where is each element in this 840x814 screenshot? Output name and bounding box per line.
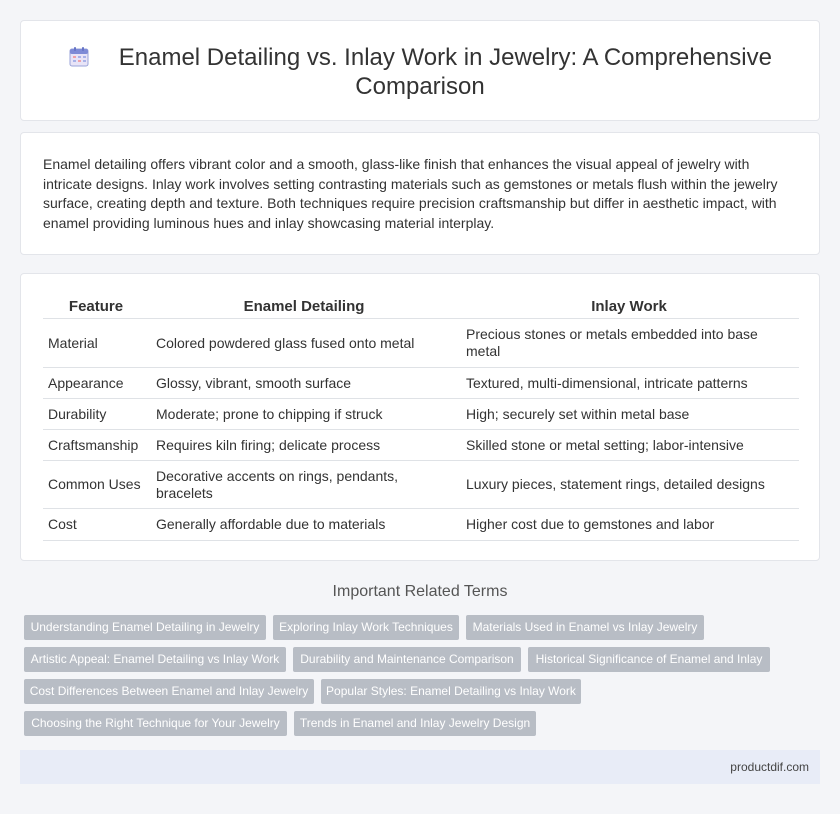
cell-inlay: Precious stones or metals embedded into base metal <box>459 319 799 368</box>
comparison-table <box>43 294 799 541</box>
cell-enamel: Requires kiln firing; delicate process <box>149 430 459 461</box>
table-row <box>43 461 799 509</box>
related-tag[interactable]: Materials Used in Enamel vs Inlay Jewelry <box>466 615 704 640</box>
related-tag[interactable]: Trends in Enamel and Inlay Jewelry Design <box>294 711 536 736</box>
cell-feature: Craftsmanship <box>43 430 149 461</box>
table-row <box>43 399 799 430</box>
page-title <box>21 43 819 101</box>
related-tag[interactable]: Historical Significance of Enamel and Inlay <box>528 647 770 672</box>
cell-enamel: Generally affordable due to materials <box>149 509 459 541</box>
header-feature: Feature <box>43 294 149 319</box>
cell-inlay: Skilled stone or metal setting; labor-intensive <box>459 430 799 461</box>
cell-enamel: Glossy, vibrant, smooth surface <box>149 368 459 399</box>
title-line-1: Enamel Detailing vs. Inlay Work in Jewelry: A Comprehensive <box>118 44 772 71</box>
table-header-row <box>43 294 799 319</box>
table-row <box>43 509 799 541</box>
cell-feature: Appearance <box>43 368 149 399</box>
footer-site-link[interactable]: productdif.com <box>730 760 809 774</box>
cell-inlay: Higher cost due to gemstones and labor <box>459 509 799 541</box>
cell-inlay: High; securely set within metal base <box>459 399 799 430</box>
related-tag[interactable]: Durability and Maintenance Comparison <box>293 647 521 672</box>
cell-feature: Material <box>43 319 149 368</box>
cell-feature: Durability <box>43 399 149 430</box>
related-tag[interactable]: Understanding Enamel Detailing in Jewelry <box>24 615 266 640</box>
header-enamel: Enamel Detailing <box>149 294 459 319</box>
header-inlay: Inlay Work <box>459 294 799 319</box>
table-row <box>43 319 799 368</box>
related-terms-heading: Important Related Terms <box>332 583 508 600</box>
calendar-icon <box>68 44 119 71</box>
cell-inlay: Luxury pieces, statement rings, detailed designs <box>459 461 799 509</box>
cell-enamel: Decorative accents on rings, pendants, bracelets <box>149 461 459 509</box>
related-tag[interactable]: Choosing the Right Technique for Your Jewelry <box>24 711 287 736</box>
cell-feature: Common Uses <box>43 461 149 509</box>
footer-bar <box>20 750 820 784</box>
related-tag[interactable]: Cost Differences Between Enamel and Inlay Jewelry <box>24 679 314 704</box>
cell-enamel: Moderate; prone to chipping if struck <box>149 399 459 430</box>
table-row <box>43 368 799 399</box>
comparison-table-card <box>20 273 820 561</box>
related-tag[interactable]: Popular Styles: Enamel Detailing vs Inlay Work <box>321 679 581 704</box>
cell-enamel: Colored powdered glass fused onto metal <box>149 319 459 368</box>
related-tag[interactable]: Exploring Inlay Work Techniques <box>273 615 459 640</box>
title-line-2: Comparison <box>355 73 485 100</box>
intro-card <box>20 132 820 255</box>
cell-feature: Cost <box>43 509 149 541</box>
header-card <box>20 20 820 121</box>
intro-paragraph: Enamel detailing offers vibrant color and a smooth, glass-like finish that enhances the visual appeal of jewelry with intricate designs. Inlay work involves setting contrasting materials such as gemstones or metals flush within the jewelry surface, creating depth and texture. Both techniques require precision craftsmanship but differ in aesthetic impact, with enamel providing luminous hues and inlay showcasing material interplay. <box>43 156 778 231</box>
related-tag[interactable]: Artistic Appeal: Enamel Detailing vs Inlay Work <box>24 647 286 672</box>
cell-inlay: Textured, multi-dimensional, intricate patterns <box>459 368 799 399</box>
table-row <box>43 430 799 461</box>
